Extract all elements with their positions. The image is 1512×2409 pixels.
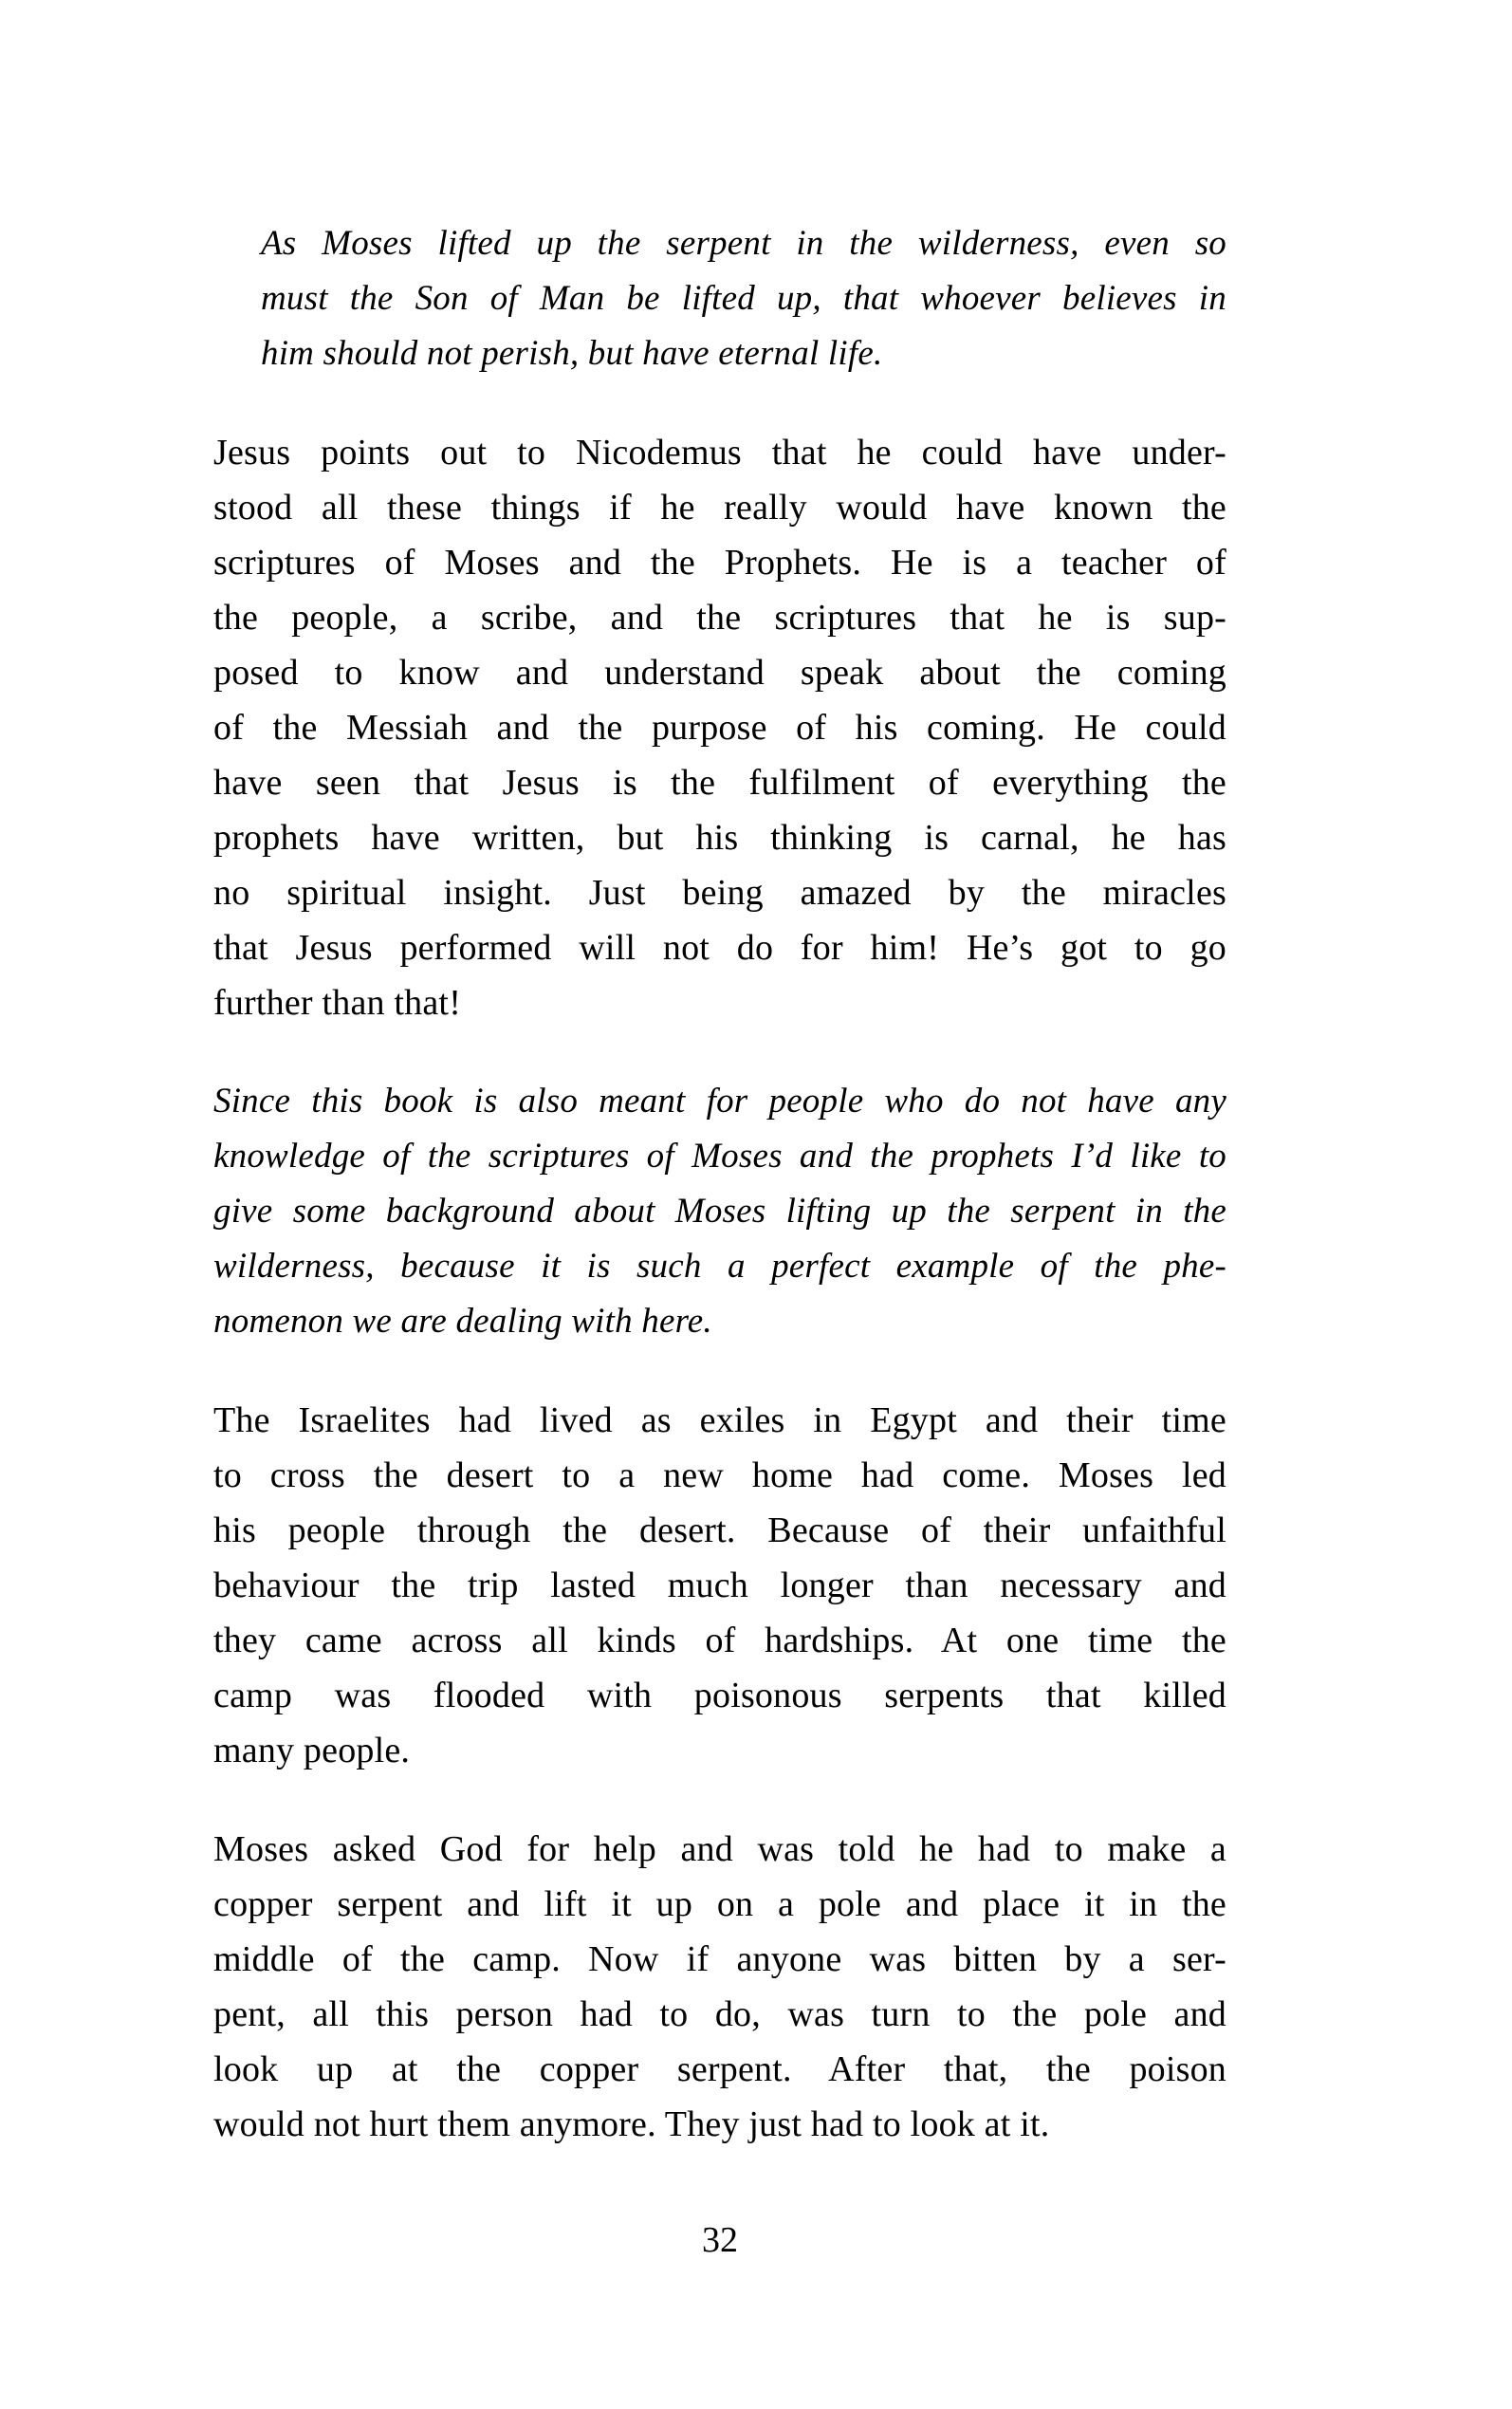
text-line: The Israelites had lived as exiles in Egypt and their time bbox=[213, 1400, 1226, 1440]
text-line: him should not perish, but have eternal life. bbox=[261, 334, 883, 373]
paragraph-copper-serpent bbox=[213, 1822, 1226, 2152]
text-line: behaviour the trip lasted much longer than necessary and bbox=[213, 1566, 1226, 1605]
text-line: camp was flooded with poisonous serpents that killed bbox=[213, 1676, 1226, 1715]
paragraph-israelites bbox=[213, 1393, 1226, 1778]
text-line: they came across all kinds of hardships. At one time the bbox=[213, 1621, 1226, 1660]
text-line: scriptures of Moses and the Prophets. He is a teacher of bbox=[213, 543, 1226, 583]
text-column bbox=[213, 216, 1226, 2196]
text-line: look up at the copper serpent. After that, the poison bbox=[213, 2049, 1226, 2089]
text-line: knowledge of the scriptures of Moses and the prophets I’d like to bbox=[213, 1137, 1226, 1176]
text-line: his people through the desert. Because of their unfaithful bbox=[213, 1510, 1226, 1550]
text-line: stood all these things if he really would have known the bbox=[213, 488, 1226, 528]
text-line: give some background about Moses lifting up the serpent in the bbox=[213, 1192, 1226, 1231]
text-line: middle of the camp. Now if anyone was bitten by a ser- bbox=[213, 1939, 1226, 1979]
text-line: wilderness, because it is such a perfect example of the phe- bbox=[213, 1247, 1226, 1286]
text-line: As Moses lifted up the serpent in the wilderness, even so bbox=[261, 224, 1226, 263]
text-line: must the Son of Man be lifted up, that whoever believes in bbox=[261, 279, 1226, 318]
text-line: pent, all this person had to do, was turn to the pole and bbox=[213, 1994, 1226, 2034]
scripture-quote bbox=[261, 216, 1226, 381]
text-line: many people. bbox=[213, 1731, 411, 1770]
text-line: no spiritual insight. Just being amazed by the miracles bbox=[213, 873, 1226, 913]
text-line: would not hurt them anymore. They just had to look at it. bbox=[213, 2104, 1050, 2144]
text-line: to cross the desert to a new home had come. Moses led bbox=[213, 1455, 1226, 1495]
text-line: posed to know and understand speak about the coming bbox=[213, 653, 1226, 693]
text-line: nomenon we are dealing with here. bbox=[213, 1302, 712, 1341]
page-number: 32 bbox=[702, 2220, 738, 2260]
text-line: have seen that Jesus is the fulfilment of everything the bbox=[213, 763, 1226, 803]
paragraph-jesus-nicodemus bbox=[213, 425, 1226, 1030]
text-line: of the Messiah and the purpose of his coming. He could bbox=[213, 708, 1226, 748]
text-line: Jesus points out to Nicodemus that he could have under- bbox=[213, 433, 1226, 473]
text-line: further than that! bbox=[213, 983, 462, 1023]
text-line: prophets have written, but his thinking is carnal, he has bbox=[213, 818, 1226, 858]
text-line: copper serpent and lift it up on a pole and place it in the bbox=[213, 1884, 1226, 1924]
paragraph-author-note bbox=[213, 1074, 1226, 1349]
text-line: Moses asked God for help and was told he had to make a bbox=[213, 1829, 1226, 1869]
text-line: that Jesus performed will not do for him! He’s got to go bbox=[213, 928, 1226, 968]
text-line: Since this book is also meant for people who do not have any bbox=[213, 1082, 1226, 1121]
text-line: the people, a scribe, and the scriptures that he is sup- bbox=[213, 598, 1226, 638]
